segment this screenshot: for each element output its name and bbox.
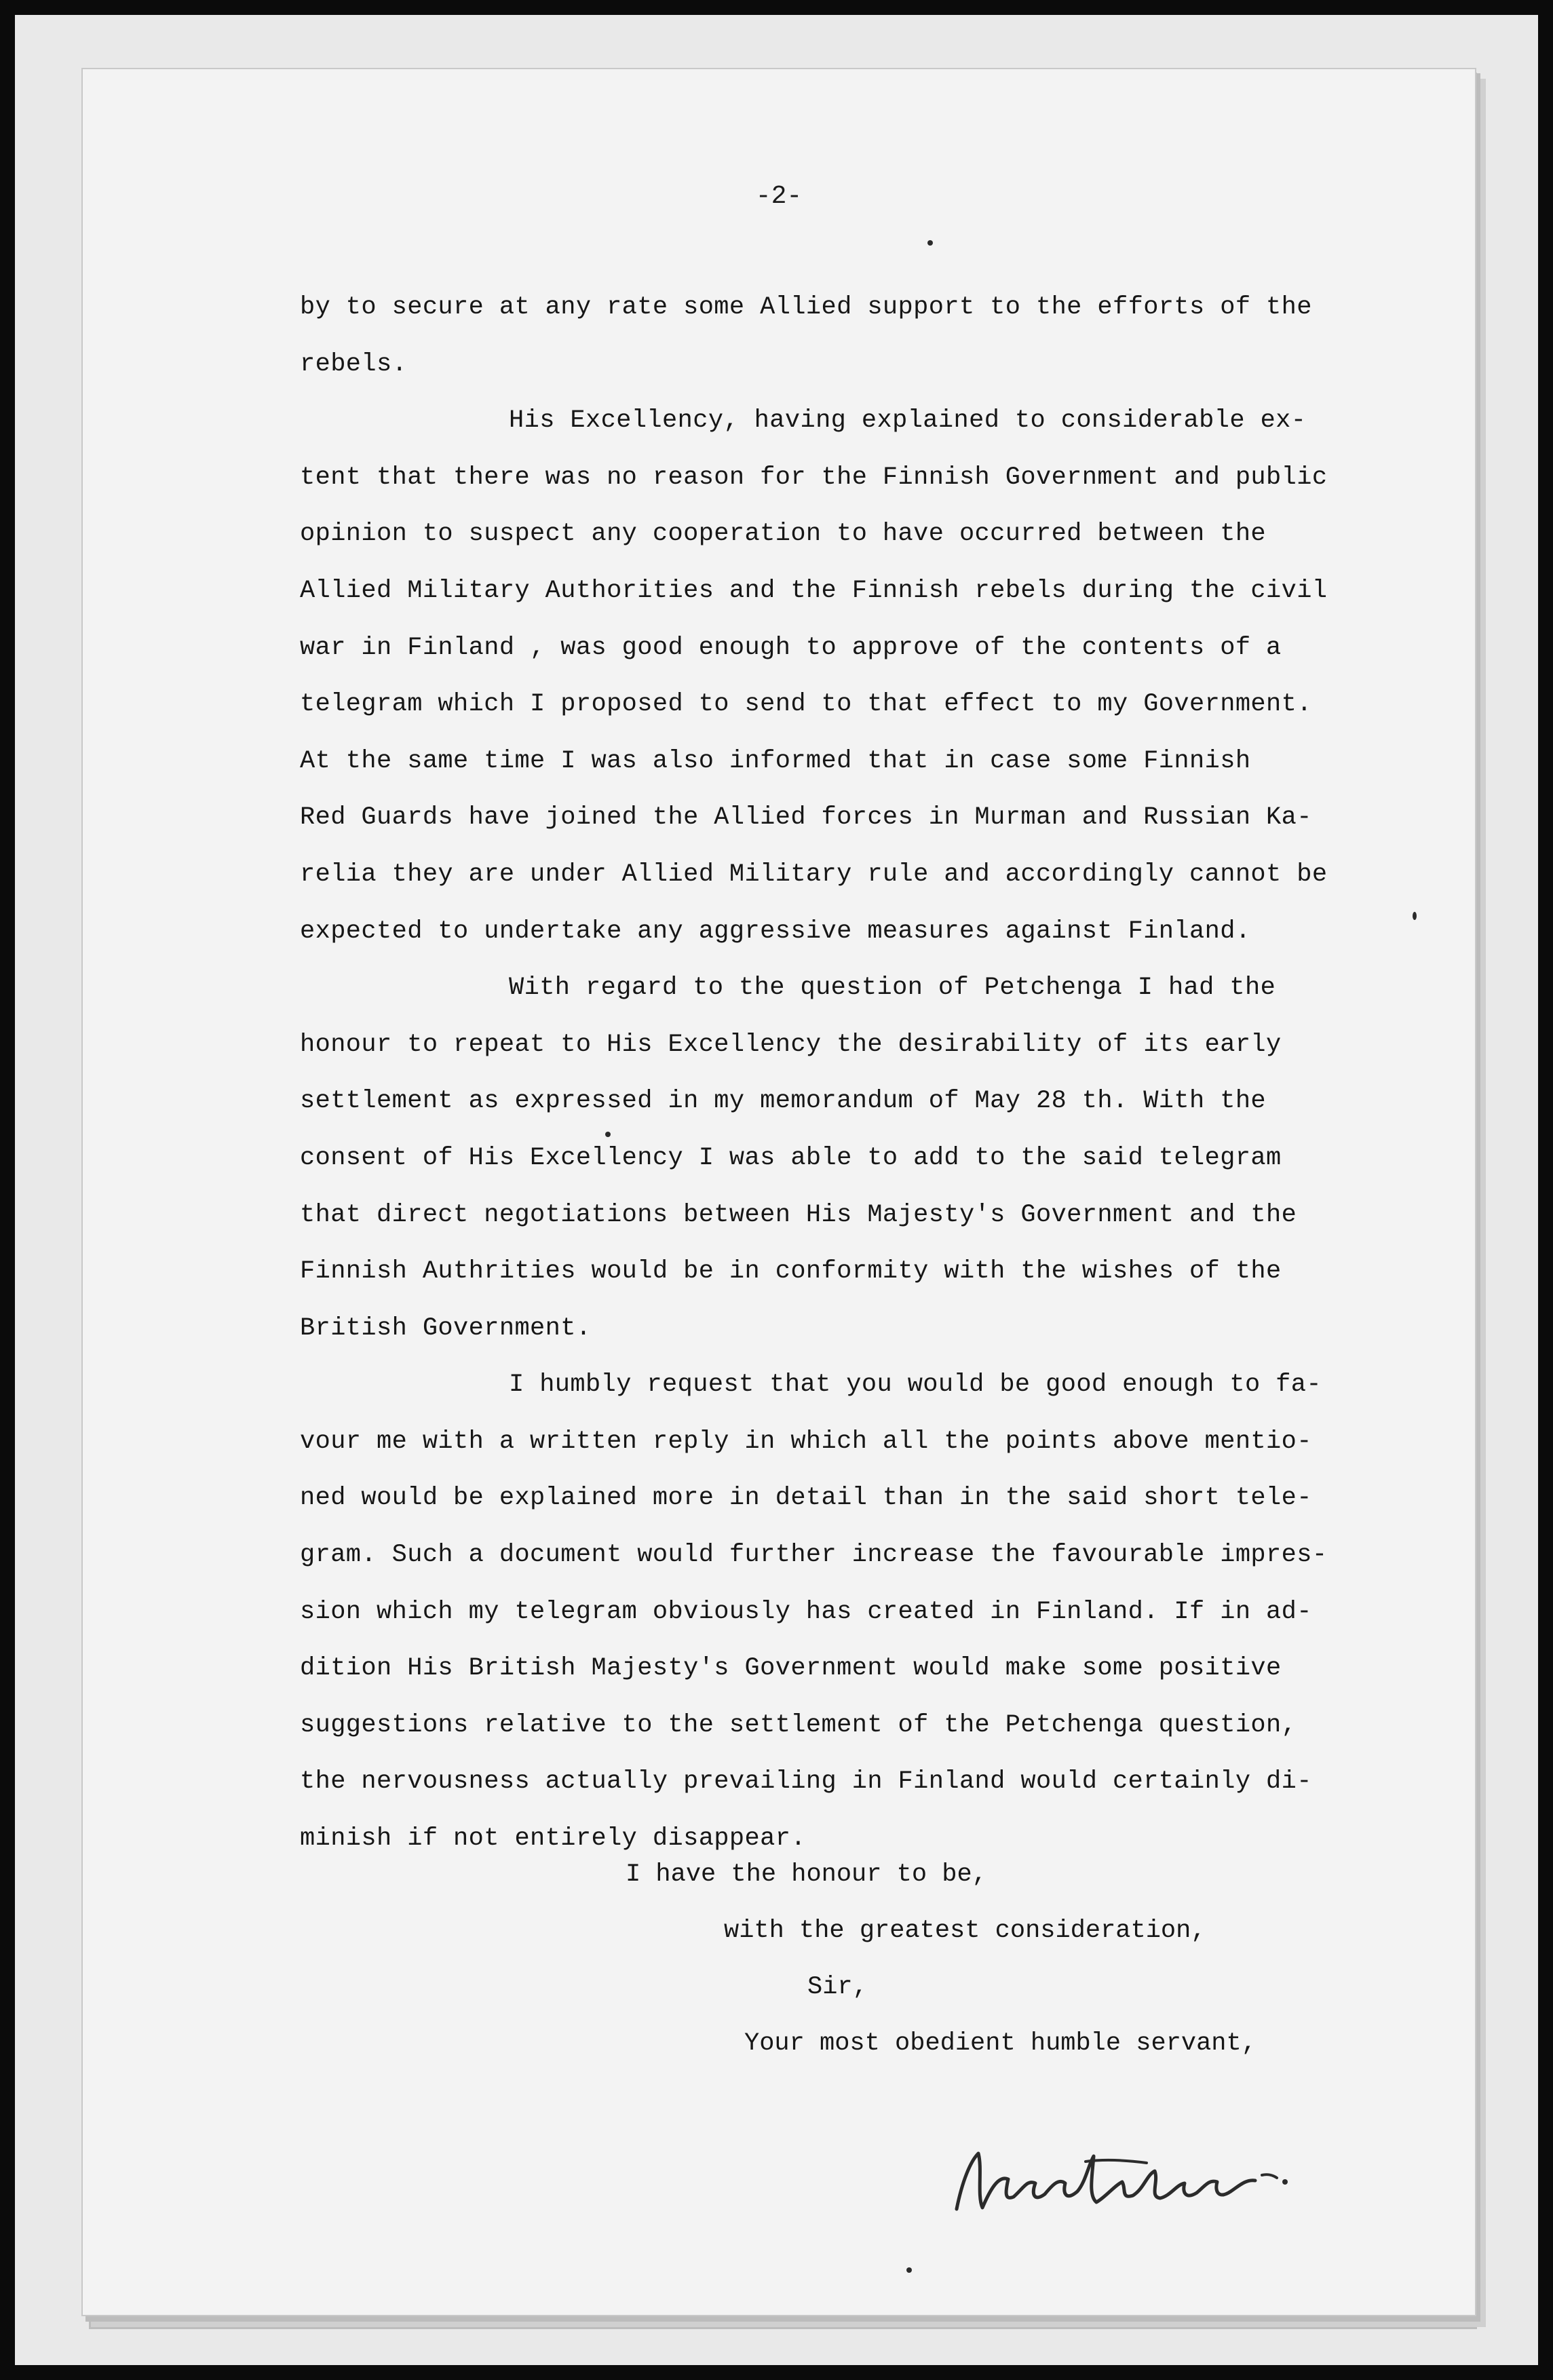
body-line: expected to undertake any aggressive measures against Finland. bbox=[300, 917, 1251, 946]
paper-speck bbox=[906, 2267, 912, 2273]
body-line: consent of His Excellency I was able to add to the said telegram bbox=[300, 1143, 1282, 1172]
closing-line-1: I have the honour to be, bbox=[626, 1860, 987, 1889]
paper-speck bbox=[605, 1132, 611, 1137]
body-line: suggestions relative to the settlement of the Petchenga question, bbox=[300, 1710, 1297, 1740]
closing-line-2: with the greatest consideration, bbox=[724, 1917, 1206, 1945]
body-line: relia they are under Allied Military rule and accordingly cannot be bbox=[300, 860, 1328, 889]
body-line: rebels. bbox=[300, 349, 408, 379]
body-line: settlement as expressed in my memorandum of May 28 th. With the bbox=[300, 1087, 1267, 1116]
body-line: sion which my telegram obviously has created in Finland. If in ad- bbox=[300, 1597, 1312, 1626]
body-line: I humbly request that you would be good enough to fa- bbox=[509, 1370, 1322, 1400]
body-line: telegram which I proposed to send to that effect to my Government. bbox=[300, 690, 1312, 719]
body-line: With regard to the question of Petchenga I had the bbox=[509, 974, 1276, 1003]
body-line: dition His British Majesty's Government would make some positive bbox=[300, 1654, 1282, 1683]
body-line: that direct negotiations between His Majesty's Government and the bbox=[300, 1200, 1297, 1229]
body-line: minish if not entirely disappear. bbox=[300, 1824, 806, 1854]
body-line: by to secure at any rate some Allied support to the efforts of the bbox=[300, 293, 1312, 322]
body-line: His Excellency, having explained to considerable ex- bbox=[509, 406, 1307, 436]
paper-speck bbox=[1413, 912, 1417, 920]
body-line: honour to repeat to His Excellency the desirability of its early bbox=[300, 1030, 1282, 1059]
page-number: -2- bbox=[755, 182, 803, 211]
body-line: gram. Such a document would further increase the favourable impres- bbox=[300, 1541, 1328, 1570]
letter-page bbox=[81, 68, 1476, 2316]
closing-line-4: Your most obedient humble servant, bbox=[744, 2029, 1257, 2058]
body-line: the nervousness actually prevailing in Finland would certainly di- bbox=[300, 1767, 1312, 1797]
scan-frame bbox=[15, 15, 1538, 2365]
letter-body bbox=[300, 280, 1494, 1868]
body-line: British Government. bbox=[300, 1313, 592, 1343]
body-line: tent that there was no reason for the Finnish Government and public bbox=[300, 463, 1328, 492]
body-line: opinion to suspect any cooperation to have occurred between the bbox=[300, 520, 1267, 549]
body-line: vour me with a written reply in which all the points above mentio- bbox=[300, 1427, 1312, 1456]
paper-speck bbox=[927, 240, 933, 246]
body-line: Red Guards have joined the Allied forces in Murman and Russian Ka- bbox=[300, 803, 1312, 832]
handwritten-signature bbox=[943, 2121, 1309, 2229]
body-line: At the same time I was also informed that in case some Finnish bbox=[300, 746, 1251, 775]
body-line: ned would be explained more in detail than in the said short tele- bbox=[300, 1484, 1312, 1513]
body-line: Finnish Authrities would be in conformity with the wishes of the bbox=[300, 1257, 1282, 1286]
body-line: Allied Military Authorities and the Finnish rebels during the civil bbox=[300, 576, 1328, 605]
closing-line-3: Sir, bbox=[807, 1973, 868, 2001]
body-line: war in Finland , was good enough to approve of the contents of a bbox=[300, 633, 1282, 662]
